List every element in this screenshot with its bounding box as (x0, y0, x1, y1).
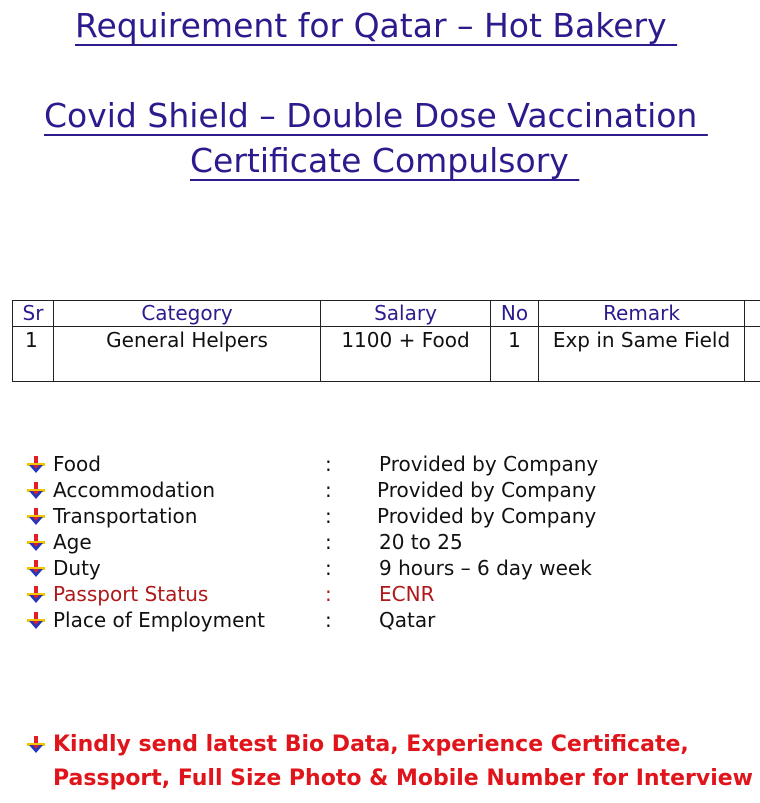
detail-colon: : (325, 530, 332, 554)
cell-category: General Helpers (54, 327, 321, 382)
down-arrow-bullet-icon (27, 612, 45, 629)
down-arrow-bullet-icon (27, 456, 45, 473)
detail-colon: : (325, 452, 332, 476)
detail-value: 9 hours – 6 day week (379, 556, 592, 580)
vaccination-subtitle-line1: Covid Shield – Double Dose Vaccination (44, 96, 708, 135)
detail-value: Provided by Company (379, 452, 599, 476)
detail-value: Provided by Company (377, 504, 597, 528)
down-arrow-bullet-icon (27, 586, 45, 603)
column-header-extra (745, 301, 760, 327)
cell-no: 1 (491, 327, 539, 382)
column-header-sr: Sr (13, 301, 54, 327)
detail-colon: : (325, 478, 332, 502)
detail-label: Place of Employment (53, 608, 265, 632)
instructions-line2: Passport, Full Size Photo & Mobile Number for Interview (53, 766, 754, 791)
detail-label: Duty (53, 556, 101, 580)
detail-colon: : (325, 556, 332, 580)
detail-colon: : (325, 608, 332, 632)
detail-label: Accommodation (53, 478, 216, 502)
instructions-line1: Kindly send latest Bio Data, Experience Certificate, (53, 732, 689, 757)
cell-remark: Exp in Same Field (539, 327, 745, 382)
column-header-no: No (491, 301, 539, 327)
detail-value: Qatar (379, 608, 436, 632)
vaccination-subtitle-line2: Certificate Compulsory (190, 141, 580, 180)
job-requirements-table (12, 300, 760, 382)
detail-colon: : (325, 582, 332, 606)
detail-label: Age (53, 530, 92, 554)
detail-label: Transportation (53, 504, 198, 528)
detail-value: ECNR (379, 582, 435, 606)
column-header-remark: Remark (539, 301, 745, 327)
detail-colon: : (325, 504, 332, 528)
cell-extra (745, 327, 760, 382)
detail-value: Provided by Company (377, 478, 597, 502)
down-arrow-bullet-icon (27, 482, 45, 499)
table-header-row (13, 301, 760, 327)
detail-value: 20 to 25 (379, 530, 463, 554)
detail-label: Passport Status (53, 582, 209, 606)
down-arrow-bullet-icon (27, 508, 45, 525)
cell-salary: 1100 + Food (321, 327, 491, 382)
down-arrow-bullet-icon (27, 534, 45, 551)
down-arrow-bullet-icon (27, 560, 45, 577)
column-header-salary: Salary (321, 301, 491, 327)
page-title: Requirement for Qatar – Hot Bakery (75, 6, 678, 45)
table-row (13, 327, 760, 382)
down-arrow-bullet-icon (27, 736, 45, 753)
detail-label: Food (53, 452, 101, 476)
column-header-category: Category (54, 301, 321, 327)
cell-sr: 1 (13, 327, 54, 382)
